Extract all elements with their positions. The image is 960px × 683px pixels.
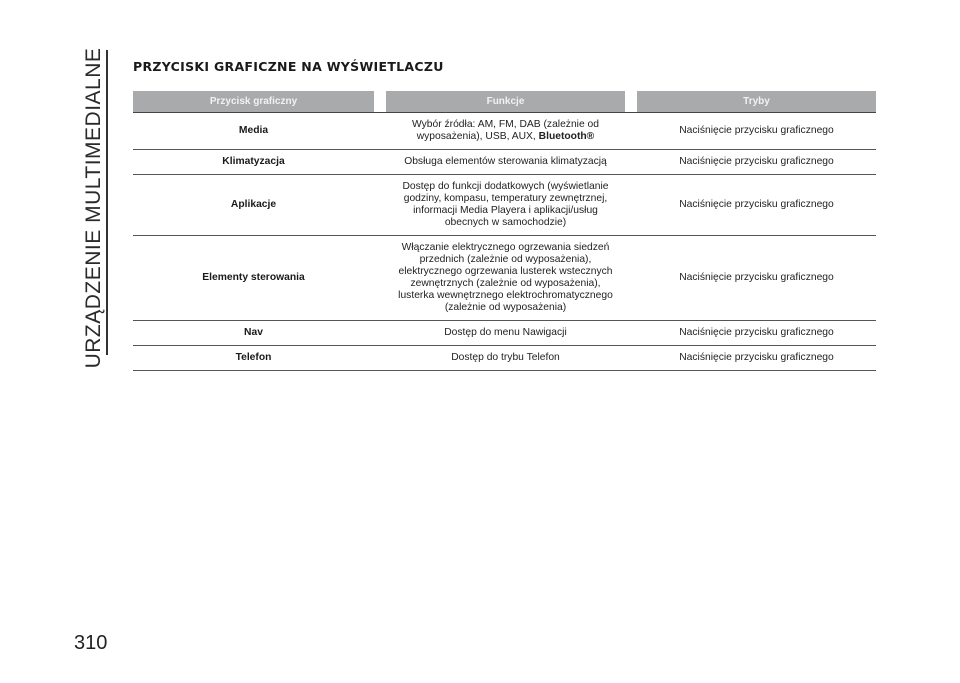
header-button: Przycisk graficzny xyxy=(133,91,374,112)
button-mode: Naciśnięcie przycisku graficznego xyxy=(637,175,876,236)
button-mode: Naciśnięcie przycisku graficznego xyxy=(637,112,876,150)
table-row xyxy=(133,236,876,321)
header-modes: Tryby xyxy=(637,91,876,112)
table-row xyxy=(133,346,876,371)
page-number: 310 xyxy=(74,632,108,654)
graphic-buttons-table xyxy=(133,91,876,371)
button-function: Dostęp do funkcji dodatkowych (wyświetlanie godziny, kompasu, temperatury zewnętrznej, informacji Media Playera i aplikacji/usług obecnych w samochodzie) xyxy=(386,175,625,236)
table-row xyxy=(133,150,876,175)
button-name: Nav xyxy=(133,321,374,346)
button-function: Dostęp do menu Nawigacji xyxy=(386,321,625,346)
header-functions: Funkcje xyxy=(386,91,625,112)
button-name: Elementy sterowania xyxy=(133,236,374,321)
header-gap xyxy=(625,91,637,112)
button-mode: Naciśnięcie przycisku graficznego xyxy=(637,150,876,175)
button-name: Klimatyzacja xyxy=(133,150,374,175)
chapter-title xyxy=(74,47,114,369)
table-row xyxy=(133,112,876,150)
header-gap xyxy=(374,91,386,112)
button-mode: Naciśnięcie przycisku graficznego xyxy=(637,346,876,371)
button-mode: Naciśnięcie przycisku graficznego xyxy=(637,321,876,346)
button-name: Aplikacje xyxy=(133,175,374,236)
button-name: Media xyxy=(133,112,374,150)
table-header-row xyxy=(133,91,876,112)
button-function: Obsługa elementów sterowania klimatyzacją xyxy=(386,150,625,175)
chapter-divider xyxy=(106,50,108,355)
section-title: PRZYCISKI GRAFICZNE NA WYŚWIETLACZU xyxy=(133,59,444,74)
button-function: Wybór źródła: AM, FM, DAB (zależnie od wyposażenia), USB, AUX, Bluetooth® xyxy=(386,112,625,150)
button-name: Telefon xyxy=(133,346,374,371)
button-function: Dostęp do trybu Telefon xyxy=(386,346,625,371)
table-row xyxy=(133,321,876,346)
chapter-title-text: URZĄDZENIE MULTIMEDIALNE xyxy=(82,47,105,369)
table-row xyxy=(133,175,876,236)
button-mode: Naciśnięcie przycisku graficznego xyxy=(637,236,876,321)
button-function: Włączanie elektrycznego ogrzewania siedzeń przednich (zależnie od wyposażenia), elektrycznego ogrzewania lusterek wstecznych zewnętrznych (zależnie od wyposażenia), lusterka wewnętrznego elektrochromatycznego (zależnie od wyposażenia) xyxy=(386,236,625,321)
